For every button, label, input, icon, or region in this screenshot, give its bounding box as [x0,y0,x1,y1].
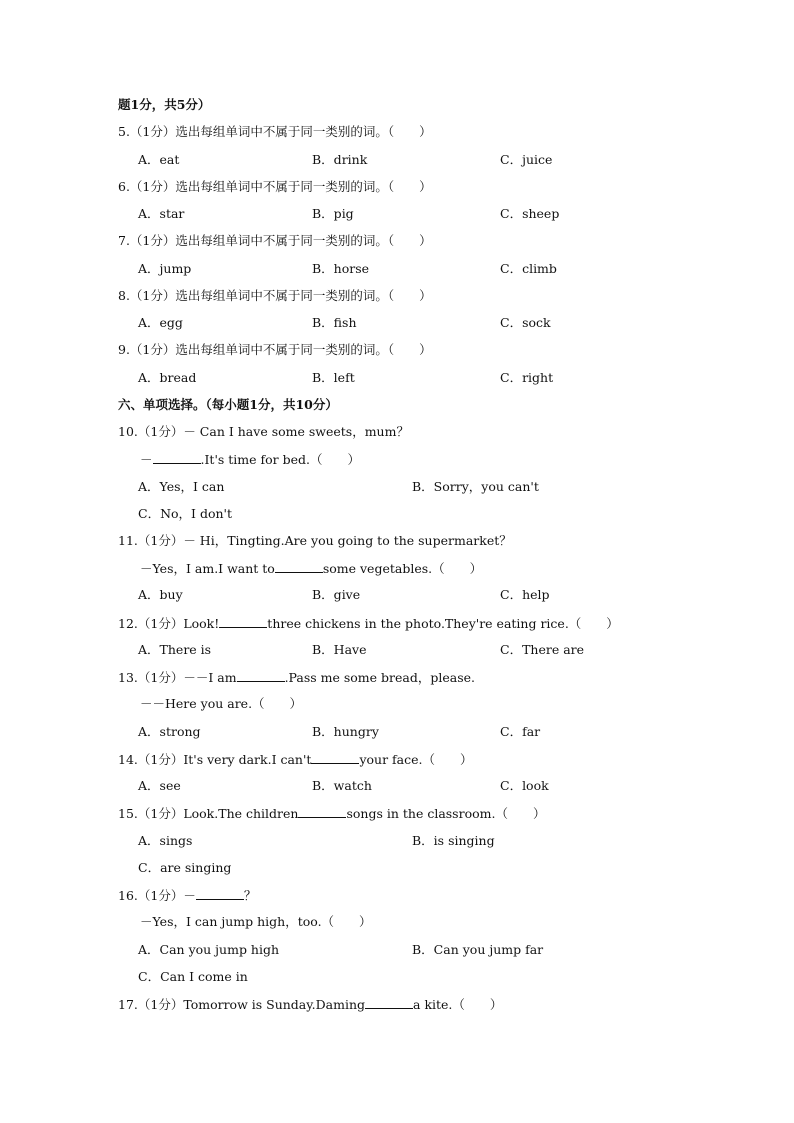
question-10-stem: 10.（1分）－ Can I have some sweets，mum？ [118,424,409,439]
question-16-option-c[interactable]: C．Can I come in [138,969,248,984]
answer-blank[interactable] [275,560,323,573]
question-15-option-a[interactable]: A．sings [138,833,193,848]
question-15-stem [118,805,545,822]
question-11-response-start: －Yes，I am.I want to [140,561,275,576]
question-14-option-a[interactable]: A．see [138,778,181,793]
question-10-response-start: － [140,452,153,467]
question-11-stem: 11.（1分）－ Hi，Tingting.Are you going to the supermarket？ [118,533,512,548]
question-10-option-b[interactable]: B．Sorry，you can't [412,479,539,494]
answer-blank[interactable] [237,669,285,682]
section5-header-tail: 题1分，共5分） [118,97,211,112]
question-10-response-end: .It's time for bed.（ ） [200,452,360,467]
question-15-stem-end: songs in the classroom.（ ） [346,806,546,821]
question-8-stem: 8.（1分）选出每组单词中不属于同一类别的词。（ ） [118,288,432,303]
question-16-response: －Yes，I can jump high，too.（ ） [140,914,372,929]
question-10-response [140,451,360,468]
question-9-option-b[interactable]: B．left [312,370,355,385]
question-13-option-a[interactable]: A．strong [138,724,201,739]
question-12-stem [118,615,619,632]
section6-title: 六、单项选择。（每小题1分，共10分） [118,397,338,412]
question-14-option-c[interactable]: C．look [500,778,549,793]
question-12-stem-end: three chickens in the photo.They're eating rice.（ ） [267,616,619,631]
question-5-option-b[interactable]: B．drink [312,152,368,167]
question-15-option-b[interactable]: B．is singing [412,833,495,848]
question-13-response: －－Here you are.（ ） [140,696,303,711]
question-6-stem: 6.（1分）选出每组单词中不属于同一类别的词。（ ） [118,179,432,194]
question-9-option-c[interactable]: C．right [500,370,554,385]
question-14-stem-start: 14.（1分）It's very dark.I can't [118,752,312,767]
question-7-option-c[interactable]: C．climb [500,261,557,276]
question-5-stem: 5.（1分）选出每组单词中不属于同一类别的词。（ ） [118,124,432,139]
answer-blank[interactable] [196,887,244,900]
question-14-option-b[interactable]: B．watch [312,778,372,793]
question-6-option-c[interactable]: C．sheep [500,206,560,221]
question-10-option-c[interactable]: C．No，I don't [138,506,232,521]
question-17-stem-end: a kite.（ ） [413,997,503,1012]
question-7-option-b[interactable]: B．horse [312,261,370,276]
question-16-option-a[interactable]: A．Can you jump high [138,942,280,957]
question-11-option-c[interactable]: C．help [500,587,550,602]
answer-blank[interactable] [311,751,359,764]
question-6-option-a[interactable]: A．star [138,206,185,221]
answer-blank[interactable] [298,805,346,818]
question-12-stem-start: 12.（1分）Look! [118,616,220,631]
question-14-stem [118,751,473,768]
question-13-option-c[interactable]: C．far [500,724,541,739]
question-13-stem-start: 13.（1分）－－I am [118,670,237,685]
question-13-stem [118,669,475,686]
question-12-option-a[interactable]: A．There is [138,642,212,657]
question-13-option-b[interactable]: B．hungry [312,724,379,739]
question-9-option-a[interactable]: A．bread [138,370,197,385]
question-7-option-a[interactable]: A．jump [138,261,192,276]
question-16-stem-end: ？ [243,888,257,903]
answer-blank[interactable] [153,451,201,464]
question-5-option-c[interactable]: C．juice [500,152,553,167]
question-16-stem-start: 16.（1分）－ [118,888,196,903]
question-11-response [140,560,482,577]
question-17-stem [118,996,502,1013]
question-17-stem-start: 17.（1分）Tomorrow is Sunday.Daming [118,997,366,1012]
question-12-option-b[interactable]: B．Have [312,642,367,657]
question-12-option-c[interactable]: C．There are [500,642,585,657]
question-16-stem [118,887,256,904]
question-8-option-b[interactable]: B．fish [312,315,357,330]
question-8-option-c[interactable]: C．sock [500,315,551,330]
question-8-option-a[interactable]: A．egg [138,315,183,330]
question-14-stem-end: your face.（ ） [359,752,473,767]
question-13-stem-end: .Pass me some bread，please. [284,670,475,685]
question-11-option-b[interactable]: B．give [312,587,361,602]
question-9-stem: 9.（1分）选出每组单词中不属于同一类别的词。（ ） [118,342,432,357]
question-6-option-b[interactable]: B．pig [312,206,354,221]
answer-blank[interactable] [219,615,267,628]
question-15-stem-start: 15.（1分）Look.The children [118,806,299,821]
question-16-option-b[interactable]: B．Can you jump far [412,942,544,957]
question-15-option-c[interactable]: C．are singing [138,860,232,875]
question-11-option-a[interactable]: A．buy [138,587,183,602]
answer-blank[interactable] [365,996,413,1009]
question-10-option-a[interactable]: A．Yes，I can [138,479,225,494]
question-5-option-a[interactable]: A．eat [138,152,180,167]
question-7-stem: 7.（1分）选出每组单词中不属于同一类别的词。（ ） [118,233,432,248]
question-11-response-end: some vegetables.（ ） [322,561,483,576]
